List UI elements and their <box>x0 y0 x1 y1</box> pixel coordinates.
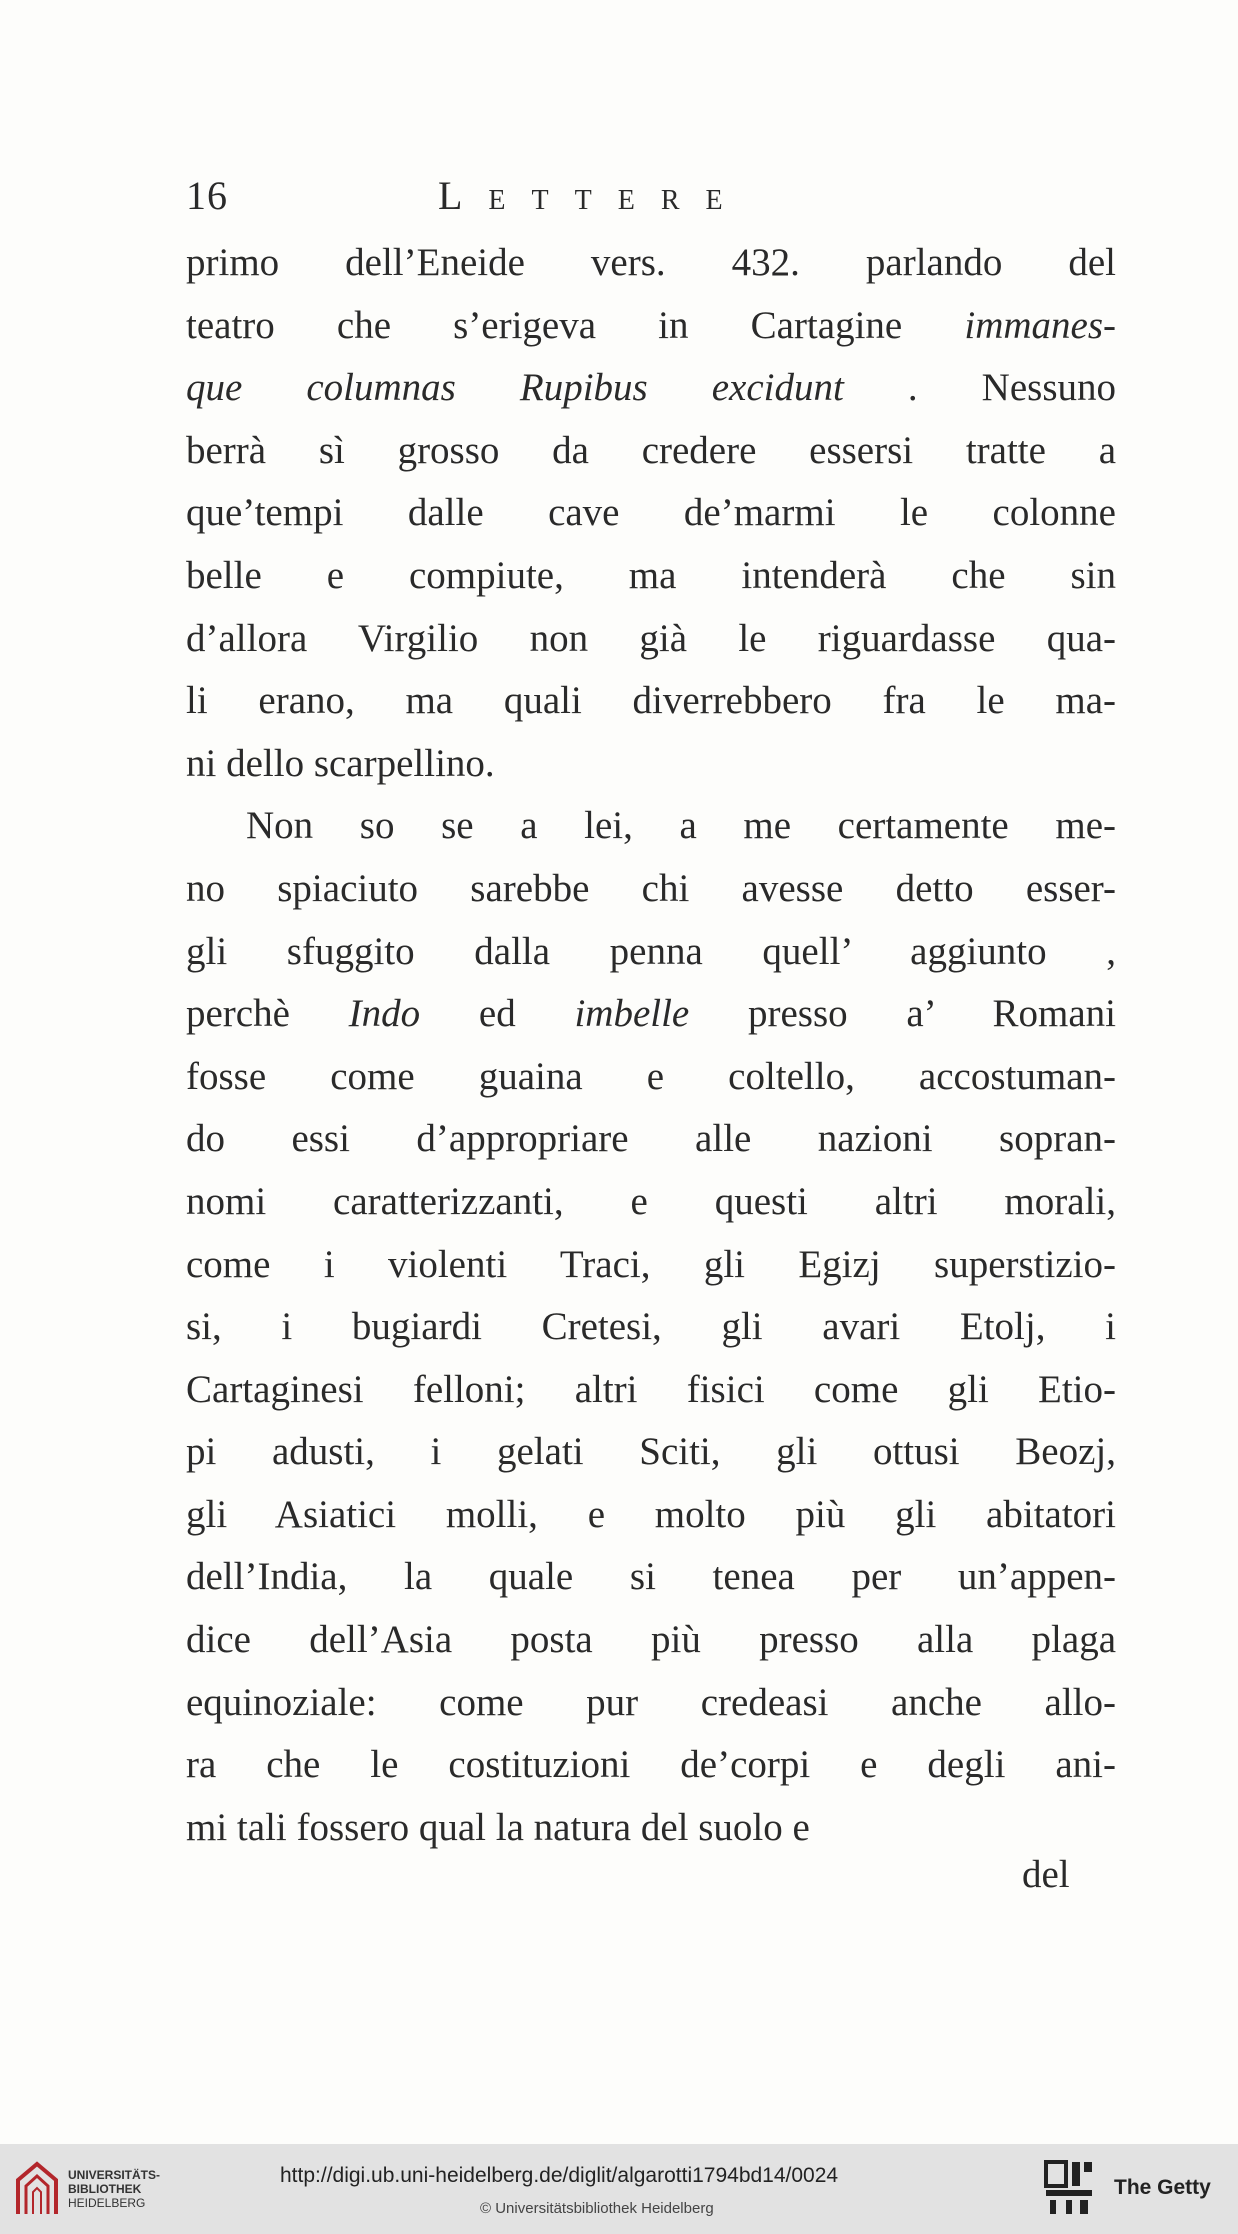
page-number: 16 <box>186 173 228 218</box>
text-segment: Non so se a lei, a me certamente me- <box>246 804 1116 848</box>
text-segment: . Nessuno <box>843 366 1116 410</box>
text-segment: perchè <box>186 992 349 1036</box>
text-segment: teatro che s’erigeva in Cartagine <box>186 303 965 347</box>
text-segment: mi tali fossero qual la natura del suolo e <box>186 1805 810 1849</box>
text-line <box>186 482 1116 545</box>
text-line <box>186 1108 1116 1171</box>
text-segment: immanes- <box>964 303 1116 347</box>
text-line <box>186 1484 1116 1547</box>
text-line <box>186 983 1116 1046</box>
text-segment: gli sfuggito dalla penna quell’ aggiunto , <box>186 929 1116 973</box>
footer-bar <box>0 2144 1238 2234</box>
text-segment: Cartaginesi felloni; altri fisici come gli Etio- <box>186 1367 1116 1411</box>
university-name-line3: HEIDELBERG <box>68 2196 146 2210</box>
text-line <box>186 1296 1116 1359</box>
university-name-line2: BIBLIOTHEK <box>68 2182 142 2196</box>
catchword: del <box>1022 1853 1070 1896</box>
text-line <box>186 858 1116 921</box>
text-segment: dell’India, la quale si tenea per un’appen- <box>186 1555 1116 1599</box>
text-segment: li erano, ma quali diverrebbero fra le ma- <box>186 679 1116 723</box>
university-name <box>68 2168 160 2210</box>
text-segment: imbelle <box>574 992 690 1036</box>
running-title: Lettere <box>438 173 749 218</box>
text-segment: gli Asiatici molli, e molto più gli abitatori <box>186 1492 1116 1536</box>
university-logo-icon <box>14 2160 60 2218</box>
permalink[interactable]: http://digi.ub.uni-heidelberg.de/diglit/algarotti1794bd14/0024 <box>280 2164 839 2187</box>
text-segment: do essi d’appropriare alle nazioni sopran- <box>186 1117 1116 1161</box>
university-name-line1: UNIVERSITÄTS- <box>68 2168 161 2182</box>
text-line <box>186 1734 1116 1797</box>
text-segment: ni dello scarpellino. <box>186 741 495 785</box>
text-segment: primo dell’Eneide vers. 432. parlando del <box>186 241 1116 284</box>
text-segment: no spiaciuto sarebbe chi avesse detto esser- <box>186 866 1116 910</box>
text-segment: come i violenti Traci, gli Egizj superstizio- <box>186 1242 1116 1286</box>
text-line <box>186 1546 1116 1609</box>
text-segment: presso a’ Romani <box>689 992 1116 1036</box>
text-segment: belle e compiute, ma intenderà che sin <box>186 553 1116 597</box>
text-line <box>186 295 1116 358</box>
text-line <box>186 1234 1116 1297</box>
getty-logo-icon <box>1044 2160 1094 2216</box>
text-segment: ed <box>420 992 575 1036</box>
text-segment: fosse come guaina e coltello, accostuman- <box>186 1054 1116 1098</box>
text-segment: que’tempi dalle cave de’marmi le colonne <box>186 491 1116 535</box>
text-line <box>186 733 1116 796</box>
text-line <box>186 545 1116 608</box>
body-text <box>186 232 1116 1859</box>
text-segment: que columnas Rupibus excidunt <box>186 366 844 410</box>
text-segment: Indo <box>348 992 421 1036</box>
text-segment: d’allora Virgilio non già le riguardasse qua- <box>186 616 1116 660</box>
text-line <box>186 1672 1116 1735</box>
copyright-notice: © Universitätsbibliothek Heidelberg <box>480 2200 714 2217</box>
text-line <box>186 1171 1116 1234</box>
text-line <box>186 608 1116 671</box>
text-segment: equinoziale: come pur credeasi anche allo- <box>186 1680 1116 1724</box>
text-line <box>186 1421 1116 1484</box>
text-segment: ra che le costituzioni de’corpi e degli ani- <box>186 1743 1116 1787</box>
text-segment: dice dell’Asia posta più presso alla plaga <box>186 1618 1116 1662</box>
text-line <box>186 1797 1116 1860</box>
text-line <box>186 795 1116 858</box>
running-head <box>186 172 1116 232</box>
text-segment: berrà sì grosso da credere essersi tratte a <box>186 428 1116 472</box>
text-line <box>186 420 1116 483</box>
text-segment: nomi caratterizzanti, e questi altri morali, <box>186 1179 1116 1223</box>
getty-name: The Getty <box>1114 2176 1211 2199</box>
text-line <box>186 921 1116 984</box>
text-line <box>186 1609 1116 1672</box>
text-line <box>186 357 1116 420</box>
text-line <box>186 1046 1116 1109</box>
text-segment: pi adusti, i gelati Sciti, gli ottusi Beozj, <box>186 1430 1116 1474</box>
text-segment: si, i bugiardi Cretesi, gli avari Etolj, i <box>186 1305 1116 1349</box>
text-line <box>186 670 1116 733</box>
text-line <box>186 232 1116 295</box>
text-line <box>186 1359 1116 1422</box>
